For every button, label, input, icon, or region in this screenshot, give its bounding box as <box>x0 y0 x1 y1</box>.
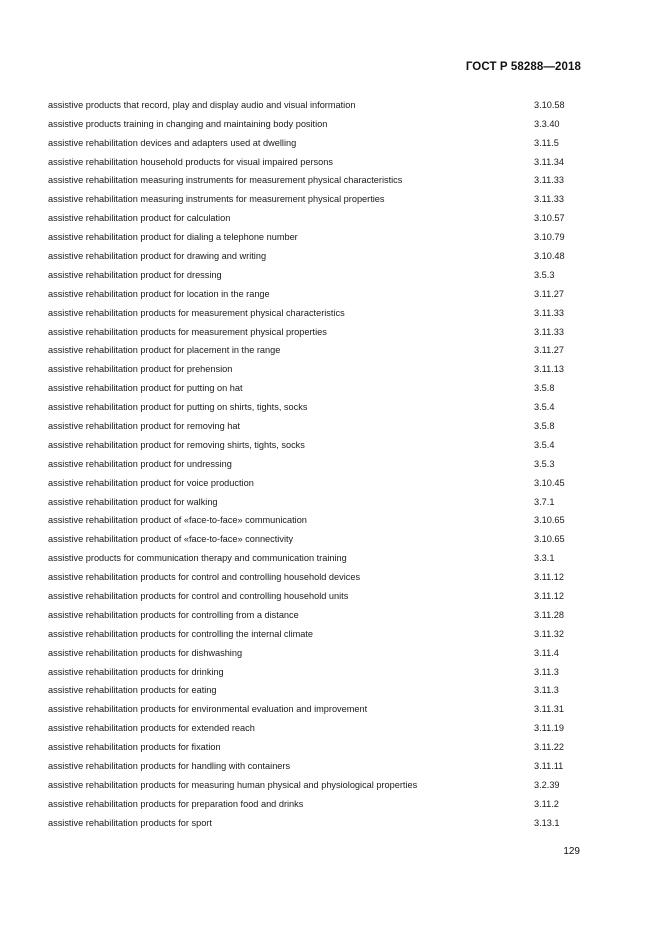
index-row <box>48 209 588 228</box>
index-ref: 3.13.1 <box>534 817 560 828</box>
index-term: assistive rehabilitation measuring instruments for measurement physical characteristics <box>48 176 403 186</box>
index-term: assistive products for communication therapy and communication training <box>48 554 347 564</box>
index-row <box>48 795 588 814</box>
index-ref: 3.11.27 <box>534 345 564 356</box>
index-row <box>48 530 588 549</box>
index-row <box>48 701 588 720</box>
index-row <box>48 96 588 115</box>
index-term: assistive rehabilitation household products for visual impaired persons <box>48 157 333 167</box>
index-term: assistive rehabilitation product for removing shirts, tights, socks <box>48 440 305 450</box>
index-row <box>48 247 588 266</box>
index-ref: 3.5.8 <box>534 420 555 431</box>
index-ref: 3.5.4 <box>534 402 555 413</box>
index-term: assistive rehabilitation product for prehension <box>48 365 233 375</box>
index-ref: 3.5.3 <box>534 269 555 280</box>
index-term: assistive rehabilitation products for measuring human physical and physiological properties <box>48 780 418 790</box>
index-ref: 3.11.4 <box>534 647 559 658</box>
index-row <box>48 757 588 776</box>
index-ref: 3.10.58 <box>534 99 565 110</box>
index-term: assistive rehabilitation product for dialing a telephone number <box>48 233 298 243</box>
index-row <box>48 814 588 833</box>
index-ref: 3.11.19 <box>534 723 564 734</box>
index-term: assistive rehabilitation product for location in the range <box>48 289 270 299</box>
index-term: assistive rehabilitation products for environmental evaluation and improvement <box>48 705 368 715</box>
index-term: assistive rehabilitation products for eating <box>48 686 217 696</box>
index-term: assistive rehabilitation product for undressing <box>48 459 232 469</box>
index-row <box>48 323 588 342</box>
index-term: assistive products training in changing and maintaining body position <box>48 119 328 129</box>
index-row <box>48 134 588 153</box>
index-ref: 3.11.33 <box>534 175 564 186</box>
index-ref: 3.11.28 <box>534 609 564 620</box>
index-term: assistive rehabilitation products for extended reach <box>48 724 255 734</box>
index-term: assistive rehabilitation products for sport <box>48 818 212 828</box>
index-ref: 3.11.12 <box>534 591 564 601</box>
index-term: assistive rehabilitation products for preparation food and drinks <box>48 799 304 809</box>
index-ref: 3.11.31 <box>534 704 564 715</box>
index-term: assistive rehabilitation products for controlling from a distance <box>48 610 299 620</box>
index-row <box>48 190 588 209</box>
index-ref: 3.11.27 <box>534 288 564 299</box>
index-term: assistive rehabilitation product for drawing and writing <box>48 251 267 261</box>
index-ref: 3.10.48 <box>534 250 565 261</box>
index-term: assistive rehabilitation products for controlling the internal climate <box>48 629 314 639</box>
index-row <box>48 682 588 701</box>
index-term: assistive rehabilitation devices and adapters used at dwelling <box>48 138 297 148</box>
index-row <box>48 625 588 644</box>
index-term: assistive rehabilitation measuring instruments for measurement physical properties <box>48 195 385 205</box>
index-row <box>48 172 588 191</box>
index-term: assistive rehabilitation product for calculation <box>48 214 231 224</box>
index-term: assistive rehabilitation product of «face-to-face» communication <box>48 516 307 526</box>
index-ref: 3.11.13 <box>534 364 564 375</box>
index-row <box>48 342 588 361</box>
index-row <box>48 285 588 304</box>
index-ref: 3.11.33 <box>534 194 564 205</box>
index-row <box>48 455 588 474</box>
index-term: assistive rehabilitation product for voice production <box>48 478 254 488</box>
index-row <box>48 644 588 663</box>
index-ref: 3.10.79 <box>534 232 565 243</box>
index-row <box>48 738 588 757</box>
index-term: assistive rehabilitation products for control and controlling household units <box>48 592 349 601</box>
index-row <box>48 493 588 512</box>
index-ref: 3.11.22 <box>534 742 564 753</box>
index-term: assistive rehabilitation products for measurement physical properties <box>48 327 327 337</box>
index-ref: 3.11.3 <box>534 666 559 677</box>
page-number: 129 <box>563 846 580 857</box>
index-term: assistive rehabilitation product of «face-to-face» connectivity <box>48 535 294 545</box>
index-ref: 3.11.33 <box>534 307 564 318</box>
index-row <box>48 606 588 625</box>
index-row <box>48 719 588 738</box>
index-row <box>48 568 588 587</box>
index-ref: 3.5.4 <box>534 439 555 450</box>
index-ref: 3.11.5 <box>534 137 559 148</box>
term-index-list <box>48 96 588 833</box>
index-row <box>48 115 588 134</box>
index-row <box>48 776 588 795</box>
index-term: assistive products that record, play and display audio and visual information <box>48 100 356 110</box>
index-ref: 3.10.65 <box>534 534 565 545</box>
index-term: assistive rehabilitation products for measurement physical characteristics <box>48 308 345 318</box>
index-term: assistive rehabilitation products for control and controlling household devices <box>48 573 361 583</box>
index-row <box>48 266 588 285</box>
index-term: assistive rehabilitation product for putting on hat <box>48 384 243 394</box>
index-ref: 3.10.65 <box>534 515 565 526</box>
index-term: assistive rehabilitation product for dressing <box>48 270 222 280</box>
index-ref: 3.2.39 <box>534 779 560 790</box>
index-term: assistive rehabilitation product for putting on shirts, tights, socks <box>48 403 308 413</box>
index-row <box>48 304 588 323</box>
index-term: assistive rehabilitation products for drinking <box>48 667 224 677</box>
index-ref: 3.10.57 <box>534 213 565 224</box>
index-ref: 3.3.1 <box>534 553 555 564</box>
index-row <box>48 436 588 455</box>
index-ref: 3.5.8 <box>534 383 555 394</box>
index-ref: 3.7.1 <box>534 496 555 507</box>
index-ref: 3.10.45 <box>534 477 565 488</box>
index-term: assistive rehabilitation products for dishwashing <box>48 648 243 658</box>
standard-designation: ГОСТ Р 58288—2018 <box>465 61 581 73</box>
index-ref: 3.11.3 <box>534 685 559 696</box>
index-term: assistive rehabilitation product for placement in the range <box>48 346 281 356</box>
index-term: assistive rehabilitation product for removing hat <box>48 421 241 431</box>
index-ref: 3.11.12 <box>534 572 564 583</box>
index-row <box>48 512 588 531</box>
index-ref: 3.11.32 <box>534 628 564 639</box>
index-row <box>48 379 588 398</box>
index-ref: 3.11.34 <box>534 156 564 167</box>
index-term: assistive rehabilitation products for handling with containers <box>48 762 291 772</box>
index-ref: 3.5.3 <box>534 458 555 469</box>
index-row <box>48 663 588 682</box>
index-term: assistive rehabilitation product for walking <box>48 497 218 507</box>
index-row <box>48 587 588 606</box>
index-ref: 3.3.40 <box>534 118 560 129</box>
index-ref: 3.11.2 <box>534 798 559 809</box>
index-row <box>48 228 588 247</box>
index-ref: 3.11.11 <box>534 761 564 772</box>
index-row <box>48 398 588 417</box>
index-row <box>48 417 588 436</box>
index-ref: 3.11.33 <box>534 326 564 337</box>
index-row <box>48 474 588 493</box>
index-row <box>48 153 588 172</box>
index-term: assistive rehabilitation products for fixation <box>48 743 221 753</box>
index-row <box>48 549 588 568</box>
index-row <box>48 360 588 379</box>
